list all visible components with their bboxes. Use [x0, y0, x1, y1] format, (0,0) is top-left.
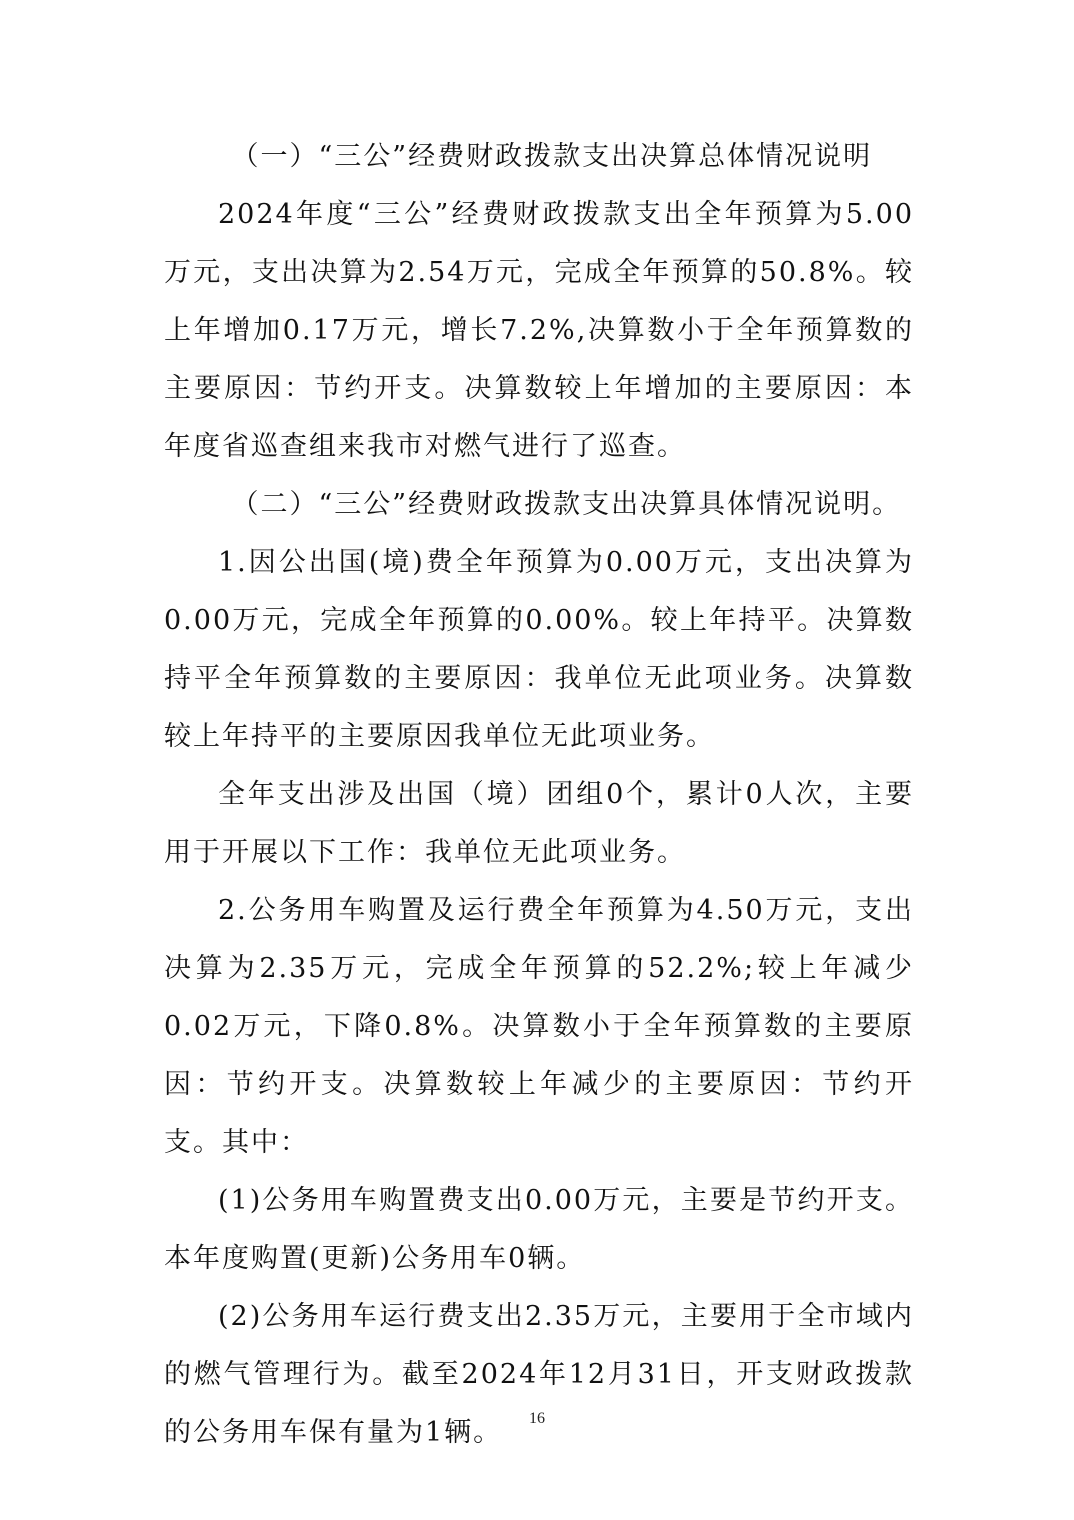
paragraph-vehicle-operation: (2)公务用车运行费支出2.35万元，主要用于全市域内的燃气管理行为。截至2024年12月31日，开支财政拨款的公务用车保有量为1辆。: [164, 1301, 914, 1448]
document-body: [164, 128, 914, 1462]
page-number: 16: [529, 1410, 545, 1427]
paragraph-vehicle-purchase: (1)公务用车购置费支出0.00万元，主要是节约开支。本年度购置(更新)公务用车0辆。: [164, 1185, 914, 1274]
section-heading-overall: （一）“三公”经费财政拨款支出决算总体情况说明: [231, 141, 873, 172]
paragraph-overseas-travel: 1.因公出国(境)费全年预算为0.00万元，支出决算为0.00万元，完成全年预算的0.00%。较上年持平。决算数持平全年预算数的主要原因：我单位无此项业务。决算数较上年持平的主要原因我单位无此项业务。: [164, 547, 914, 752]
paragraph-vehicle-costs: 2.公务用车购置及运行费全年预算为4.50万元，支出决算为2.35万元，完成全年预算的52.2%;较上年减少0.02万元，下降0.8%。决算数小于全年预算数的主要原因：节约开支。决算数较上年减少的主要原因：节约开支。其中：: [164, 895, 914, 1158]
section-heading-detail: （二）“三公”经费财政拨款支出决算具体情况说明。: [231, 489, 902, 520]
paragraph-overall-summary: 2024年度“三公”经费财政拨款支出全年预算为5.00万元，支出决算为2.54万元，完成全年预算的50.8%。较上年增加0.17万元，增长7.2%,决算数小于全年预算数的主要原因：节约开支。决算数较上年增加的主要原因：本年度省巡查组来我市对燃气进行了巡查。: [164, 199, 914, 462]
paragraph-overseas-groups: 全年支出涉及出国（境）团组0个，累计0人次，主要用于开展以下工作：我单位无此项业务。: [164, 779, 914, 868]
